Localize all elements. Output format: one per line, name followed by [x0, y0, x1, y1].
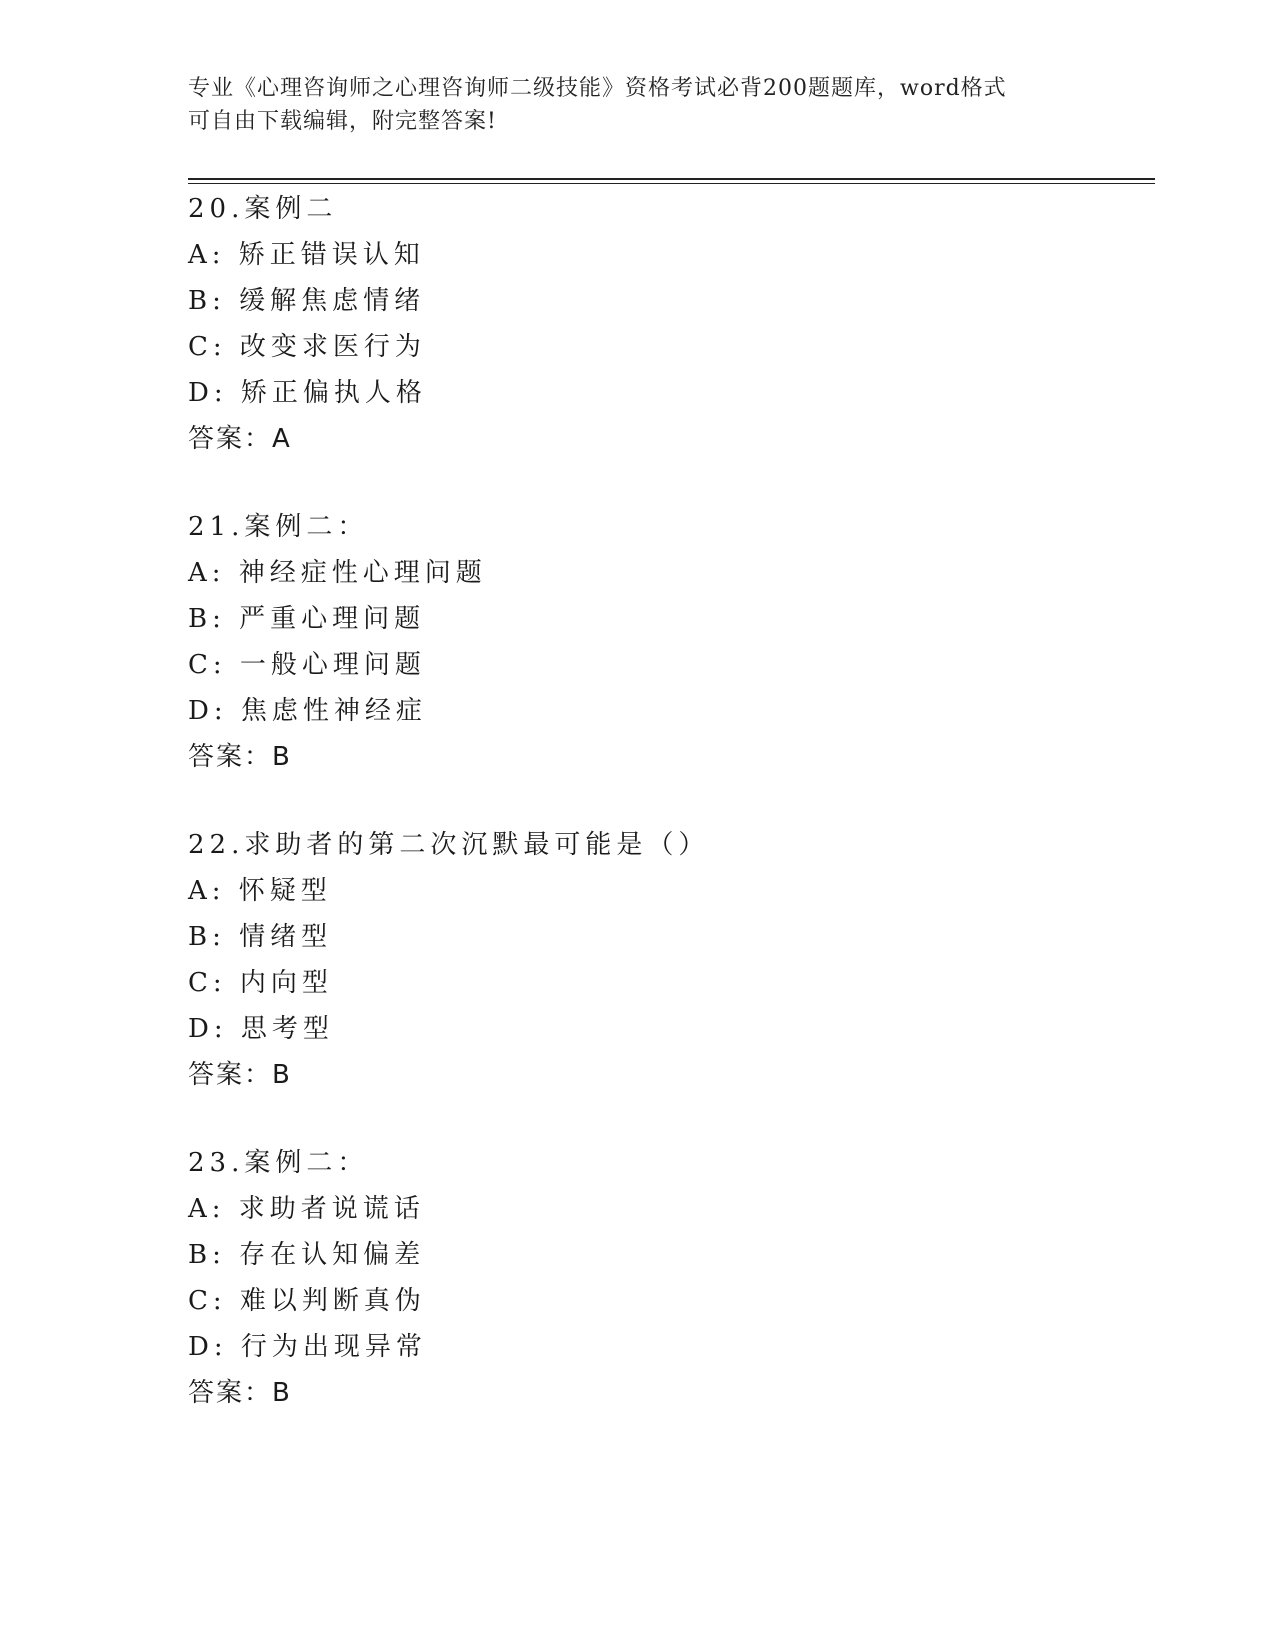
header-line-1: 专业《心理咨询师之心理咨询师二级技能》资格考试必背200题题库，word格式: [188, 76, 1007, 101]
question-20: [188, 186, 1088, 462]
document-header: [188, 72, 1088, 138]
answer: 答案：A: [188, 424, 292, 454]
option-d: D: 行为出现异常: [188, 1332, 427, 1362]
header-line-2: 可自由下载编辑，附完整答案!: [188, 109, 497, 134]
answer: 答案：B: [188, 1378, 292, 1408]
answer: 答案：B: [188, 1060, 292, 1090]
option-a: A: 求助者说谎话: [188, 1194, 425, 1224]
option-a: A: 怀疑型: [188, 876, 332, 906]
question-stem: 22.求助者的第二次沉默最可能是（）: [188, 830, 710, 860]
question-22: [188, 822, 1088, 1098]
question-stem: 20.案例二: [188, 194, 338, 224]
option-b: B: 存在认知偏差: [188, 1240, 426, 1270]
question-23: [188, 1140, 1088, 1416]
option-c: C: 内向型: [188, 968, 333, 998]
option-c: C: 一般心理问题: [188, 650, 426, 680]
header-divider: [188, 178, 1155, 184]
option-d: D: 焦虑性神经症: [188, 696, 427, 726]
option-d: D: 矫正偏执人格: [188, 378, 427, 408]
option-a: A: 神经症性心理问题: [188, 558, 487, 588]
answer: 答案：B: [188, 742, 292, 772]
question-stem: 23.案例二：: [188, 1148, 369, 1178]
option-b: B: 情绪型: [188, 922, 333, 952]
option-b: B: 严重心理问题: [188, 604, 426, 634]
option-b: B: 缓解焦虑情绪: [188, 286, 426, 316]
option-a: A: 矫正错误认知: [188, 240, 425, 270]
option-c: C: 改变求医行为: [188, 332, 426, 362]
question-21: [188, 504, 1088, 780]
question-stem: 21.案例二：: [188, 512, 369, 542]
option-d: D: 思考型: [188, 1014, 334, 1044]
option-c: C: 难以判断真伪: [188, 1286, 426, 1316]
